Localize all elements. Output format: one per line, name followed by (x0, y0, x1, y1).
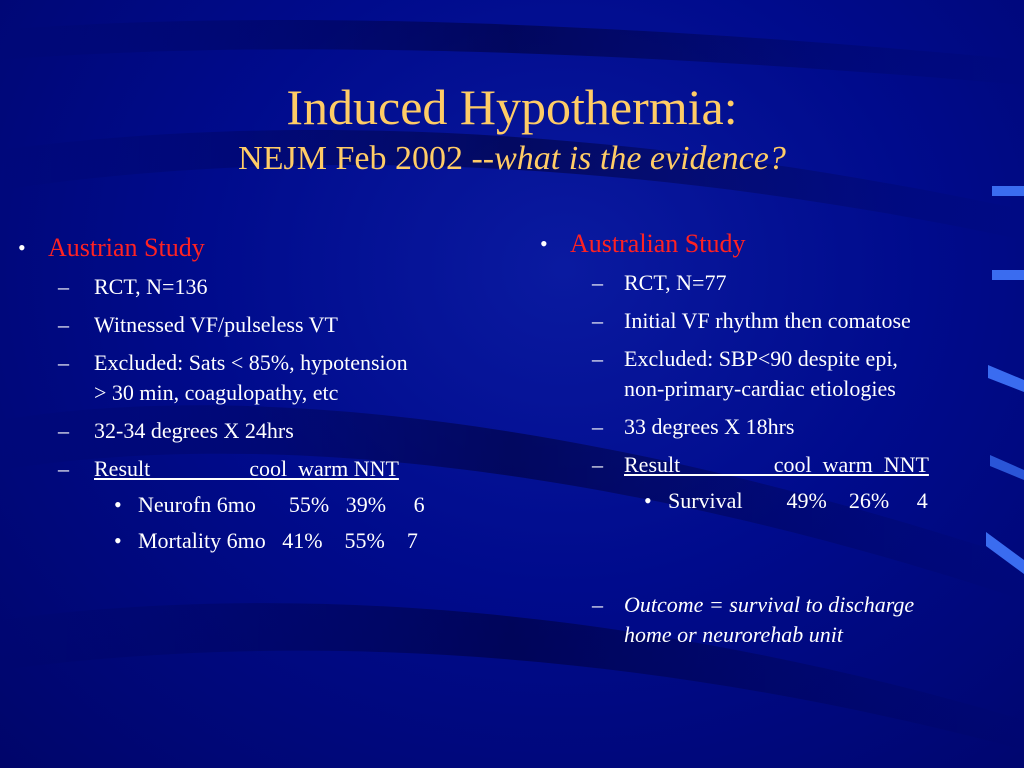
result-row (18, 526, 518, 556)
result-row (540, 486, 1024, 516)
dash-icon: – (58, 456, 69, 481)
list-item (18, 272, 518, 302)
bullet-icon: • (644, 488, 652, 513)
list-item (540, 268, 1024, 298)
subtitle-italic: what is the evidence? (494, 140, 786, 177)
dash-icon: – (592, 452, 603, 477)
list-item (18, 348, 518, 408)
dash-icon: – (592, 270, 603, 295)
item-text: RCT, N=77 (624, 270, 727, 295)
title-subtitle (0, 138, 1024, 180)
outcome-text: Outcome = survival to discharge (624, 592, 915, 617)
dash-icon: – (58, 350, 69, 375)
result-header-text: Result cool warm NNT (624, 452, 929, 477)
row-text: Mortality 6mo 41% 55% 7 (138, 528, 418, 553)
item-text: 33 degrees X 18hrs (624, 414, 795, 439)
item-text: Excluded: Sats < 85%, hypotension (94, 350, 408, 375)
austrian-study-column (18, 232, 518, 556)
austrian-study-heading (18, 232, 518, 264)
item-text: Excluded: SBP<90 despite epi, (624, 346, 898, 371)
australian-study-column (540, 228, 1024, 650)
dash-icon: – (58, 312, 69, 337)
list-item (18, 416, 518, 446)
heading-text: Australian Study (570, 229, 746, 258)
heading-text: Austrian Study (48, 233, 205, 262)
bullet-icon: • (540, 231, 548, 256)
item-text-continued: non-primary-cardiac etiologies (624, 376, 896, 401)
bullet-icon: • (114, 492, 122, 517)
title-main: Induced Hypothermia: (286, 79, 738, 135)
row-text: Neurofn 6mo 55% 39% 6 (138, 492, 425, 517)
dash-icon: – (58, 274, 69, 299)
dash-icon: – (592, 346, 603, 371)
slide-title (0, 78, 1024, 180)
item-text: Initial VF rhythm then comatose (624, 308, 911, 333)
subtitle-plain: NEJM Feb 2002 -- (238, 140, 495, 177)
result-header-text: Result cool warm NNT (94, 456, 399, 481)
dash-icon: – (592, 592, 603, 617)
bullet-icon: • (18, 235, 26, 260)
dash-icon: – (58, 418, 69, 443)
row-text: Survival 49% 26% 4 (668, 488, 928, 513)
item-text: 32-34 degrees X 24hrs (94, 418, 294, 443)
item-text-continued: > 30 min, coagulopathy, etc (94, 380, 339, 405)
result-row (18, 490, 518, 520)
list-item (540, 412, 1024, 442)
bullet-icon: • (114, 528, 122, 553)
item-text: RCT, N=136 (94, 274, 208, 299)
list-item (540, 306, 1024, 336)
item-text: Witnessed VF/pulseless VT (94, 312, 338, 337)
list-item (18, 310, 518, 340)
outcome-note (540, 590, 1024, 650)
list-item (540, 344, 1024, 404)
result-header (18, 454, 518, 484)
outcome-text-continued: home or neurorehab unit (624, 622, 843, 647)
australian-study-heading (540, 228, 1024, 260)
dash-icon: – (592, 308, 603, 333)
dash-icon: – (592, 414, 603, 439)
result-header (540, 450, 1024, 480)
